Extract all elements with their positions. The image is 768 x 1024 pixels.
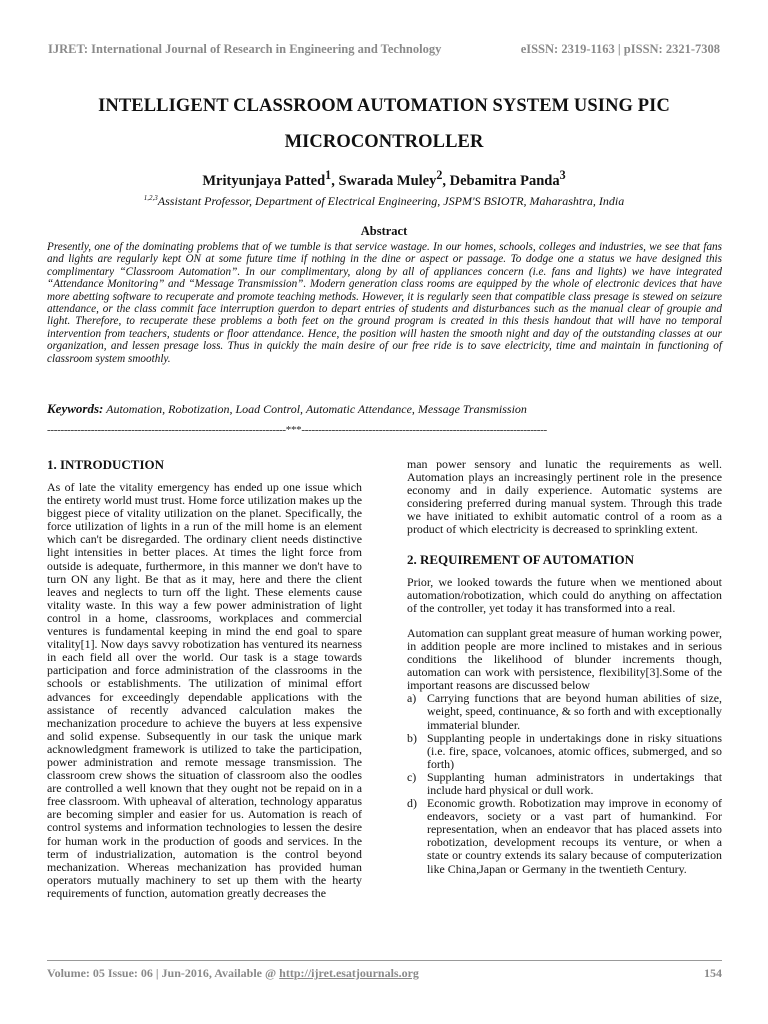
keywords-label: Keywords: [47,401,104,416]
title-line-2: MICROCONTROLLER [284,132,484,152]
requirement-para-1: Prior, we looked towards the future when we mentioned about automation/robotization, which could do anything on affectation of the controller, yet today it has transformed into a real. [407,574,722,615]
reasons-list [407,692,722,875]
affiliation-sup: 1,2,3 [143,194,158,202]
list-item-label: a) [407,691,417,706]
list-item [407,771,722,797]
list-item-text: Supplanting human administrators in undertakings that include hard physical or dull work. [427,769,722,797]
right-column [407,458,722,876]
author-name: Debamitra Panda [449,172,560,189]
issn-info: eISSN: 2319-1163 | pISSN: 2321-7308 [520,42,720,56]
footer-volume [47,966,419,981]
left-column [47,457,362,900]
list-item-text: Carrying functions that are beyond human abilities of size, weight, speed, continuance, & so forth and with exceptionally immaterial blunder. [427,691,722,732]
page-number: 154 [704,966,722,980]
journal-link[interactable]: http://ijret.esatjournals.org [279,966,419,980]
author-sup: 3 [559,168,566,182]
paper-title [40,88,728,160]
requirement-para-2: Automation can supplant great measure of human working power, in addition people are more inclined to mistakes and in serious conditions the likelihood of blunder increments though, automation can work with persistence, flexibility[3].Some of the important reasons are discussed below [407,625,722,693]
introduction-text: As of late the vitality emergency has ended up one issue which the entirety world must trust. Home force utilization makes up the biggest piece of vitality utilization on the planet. Specifically, the force utilization of lights in a run of the mill home is an element which can't be disregarded. The ordinary client needs distinctive light intensities in better places. At times the light force from outside is adequate, furthermore, in this manner we don't have to turn ON any light. Be that as it may, here and there the client leaves and neglects to turn off the light. These elements cause vitality waste. In this way a few power administration of light control in a home, classrooms, workplaces and commercial ventures is fundamental keeping in mind the end goal to spare vitality[1]. Now days savvy robotization has ventured its nearness in each field all over the world. Our task is a stage towards participation and force administration of the classrooms in the schools or establishments. The utilization of minimal effort advances for exceedingly dependable applications with the assistance of recently advanced calculation makes the mechanization procedure to achieve the buyers at less expensive and solid expense. Subsequently in our task the unique mark acknowledgment framework is utilized to take the participation, power administration and remote message transmission. The classroom crew shows the situation of classroom also the oodles are controlled a well known that they ought not be repaid on in a free classroom. With upheaval of alteration, technology apparatus are becoming simpler and easier for us. Automation is reach of control systems and information technologies to lessen the desire for human work in the production of goods and services. In the term of industrialization, automation is the control beyond mechanization. Whereas mechanization has provided human operators mutually machinery to set up them with the hearty requirements of function, automation greatly decreases the [47,480,362,900]
section-heading-introduction: 1. INTRODUCTION [47,457,165,472]
abstract-text: Presently, one of the dominating problems that of we tumble is that service wastage. In our homes, schools, colleges and industries, we see that fans and lights are regularly kept ON at some future time if nothing in the dine or aspect or passage. To dodge one a status we have designed this complimentary “Classroom Automation”. In our complimentary, along by all of appliances concern (i.e. fans and lights) we have integrated “Attendance Monitoring” and “Message Transmission”. Modern generation class rooms are equipped by the whole of electronic devices that have more abetting software to recuperate and promote teaching methods. However, it is regularly seen that compatible class presage is stewed on seizure attendance, or the class commit face interruption guerdon to depart entries of students and disturbances such as the manual clear of groupie and light. Therefore, to recuperate these problems a both feet on the ground program is created in this thesis handout that will have no temporal intervention from teachers, students or floor attendance. Hence, the position will hasten the smooth night and day of the outstanding classes at our organization, and lessen presage loss. Thus in quickly the main desire of our free ride is to save electricity, time and maintain in functioning of classroom system smoothly. [47,241,722,365]
journal-name: IJRET: International Journal of Research in Engineering and Technology [48,42,442,56]
list-item [407,692,722,731]
list-item-label: d) [407,796,417,811]
keywords [47,401,722,417]
affiliation-text: Assistant Professor, Department of Electrical Engineering, JSPM'S BSIOTR, Maharashtra, India [157,194,625,208]
section-heading-requirement: 2. REQUIREMENT OF AUTOMATION [407,551,635,567]
introduction-continued: man power sensory and lunatic the requirements as well. Automation plays an increasingly pertinent role in the presence economy and in daily experience. Automatic systems are considering preferred during manual system. Through this trade we have initiated to exhibit automatic control of a room as a product of which electricity is decreased to sprinkling extent. [407,457,722,537]
title-line-1: INTELLIGENT CLASSROOM AUTOMATION SYSTEM USING PIC [98,96,670,116]
running-footer [47,966,722,981]
abstract-heading: Abstract [360,224,408,238]
list-item [407,797,722,876]
list-item-label: b) [407,730,417,745]
section-divider: -----------------------------------------------------------------------***------------------------------------------------------------------------- [47,424,547,436]
footer-rule [47,960,722,961]
running-header [48,42,720,57]
list-item-label: c) [407,769,417,784]
author-name: Mrityunjaya Patted [202,172,326,189]
author-name: Swarada Muley [338,172,437,189]
keywords-text: Automation, Robotization, Load Control, Automatic Attendance, Message Transmission [106,402,527,416]
author-list: Mrityunjaya Patted$^1$, Swarada Muley$^2$, Debamitra Panda$^3$ [202,168,566,189]
list-item-text: Economic growth. Robotization may improve in economy of endeavors, society or a vast part of humankind. For representation, when an endeavor that has placed assets into robotization, development recoups its venture, or when a state or country extends its salary because of computerization like China,Japan or Germany in the twentieth Century. [427,796,722,876]
author-sup: 1 [325,168,332,182]
affiliation [40,194,728,209]
list-item-text: Supplanting people in undertakings done in risky situations (i.e. fire, space, volcanoes, atomic offices, submerged, and so forth) [427,730,722,771]
list-item [407,732,722,771]
footer-volume-text: Volume: 05 Issue: 06 | Jun-2016, Available @ [47,966,277,980]
author-sup: 2 [436,168,443,182]
